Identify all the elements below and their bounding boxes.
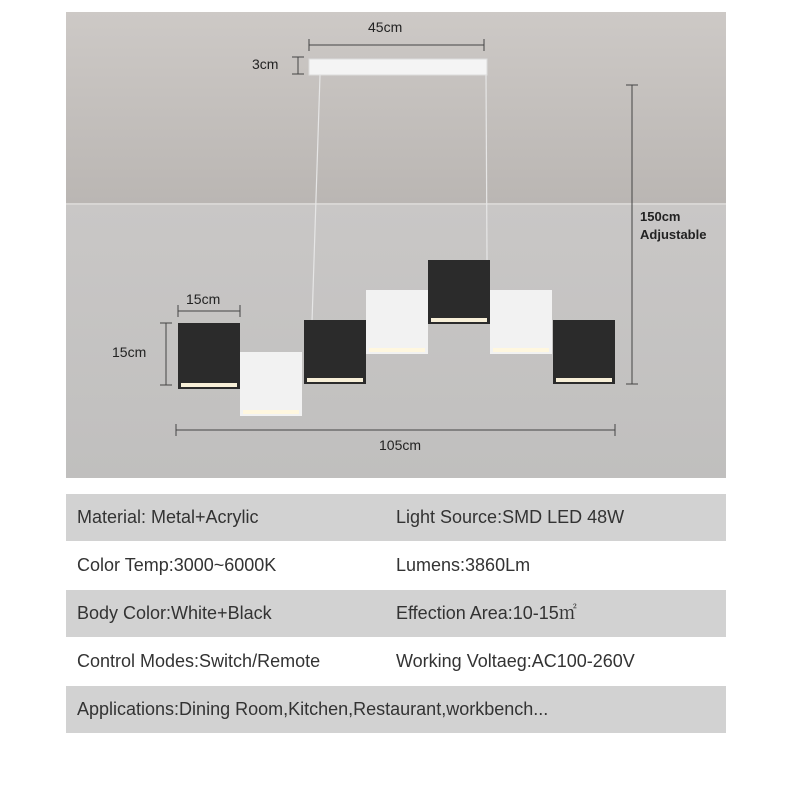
canopy-width-label: 45cm [368, 19, 403, 35]
ceiling [66, 12, 726, 204]
cube-3-black [304, 320, 366, 384]
total-length-label: 105cm [379, 437, 422, 453]
spec-working-voltage: Working Voltaeg:AC100-260V [396, 651, 635, 671]
cube-1-black [178, 323, 240, 389]
cube-7-black [553, 320, 615, 384]
spec-row [66, 542, 726, 589]
spec-row [66, 590, 726, 637]
ceiling-canopy [309, 59, 487, 75]
spec-effection-area: Effection Area:10-15㎡ [396, 603, 577, 623]
spec-row [66, 686, 726, 733]
drop-length-label: 150cm [640, 209, 681, 224]
canopy-height-label: 3cm [252, 56, 279, 72]
drop-adjustable-label: Adjustable [640, 227, 707, 242]
spec-applications: Applications:Dining Room,Kitchen,Restaurant,workbench... [77, 699, 549, 719]
spec-light-source: Light Source:SMD LED 48W [396, 507, 625, 527]
cube-2-white [240, 352, 302, 416]
product-photo [66, 12, 726, 478]
spec-body-color: Body Color:White+Black [77, 603, 272, 623]
pendant-light-illustration [66, 12, 726, 478]
spec-row [66, 638, 726, 685]
spec-lumens: Lumens:3860Lm [396, 555, 531, 575]
spec-row [66, 494, 726, 541]
spec-material: Material: Metal+Acrylic [77, 507, 259, 527]
cube-6-white [490, 290, 552, 354]
spec-table [66, 494, 726, 734]
spec-control-modes: Control Modes:Switch/Remote [77, 651, 321, 671]
spec-color-temp: Color Temp:3000~6000K [77, 555, 277, 575]
cube-height-label: 15cm [112, 344, 147, 360]
cube-5-black [428, 260, 490, 324]
cube-width-label: 15cm [186, 291, 221, 307]
cube-4-white [366, 290, 428, 354]
